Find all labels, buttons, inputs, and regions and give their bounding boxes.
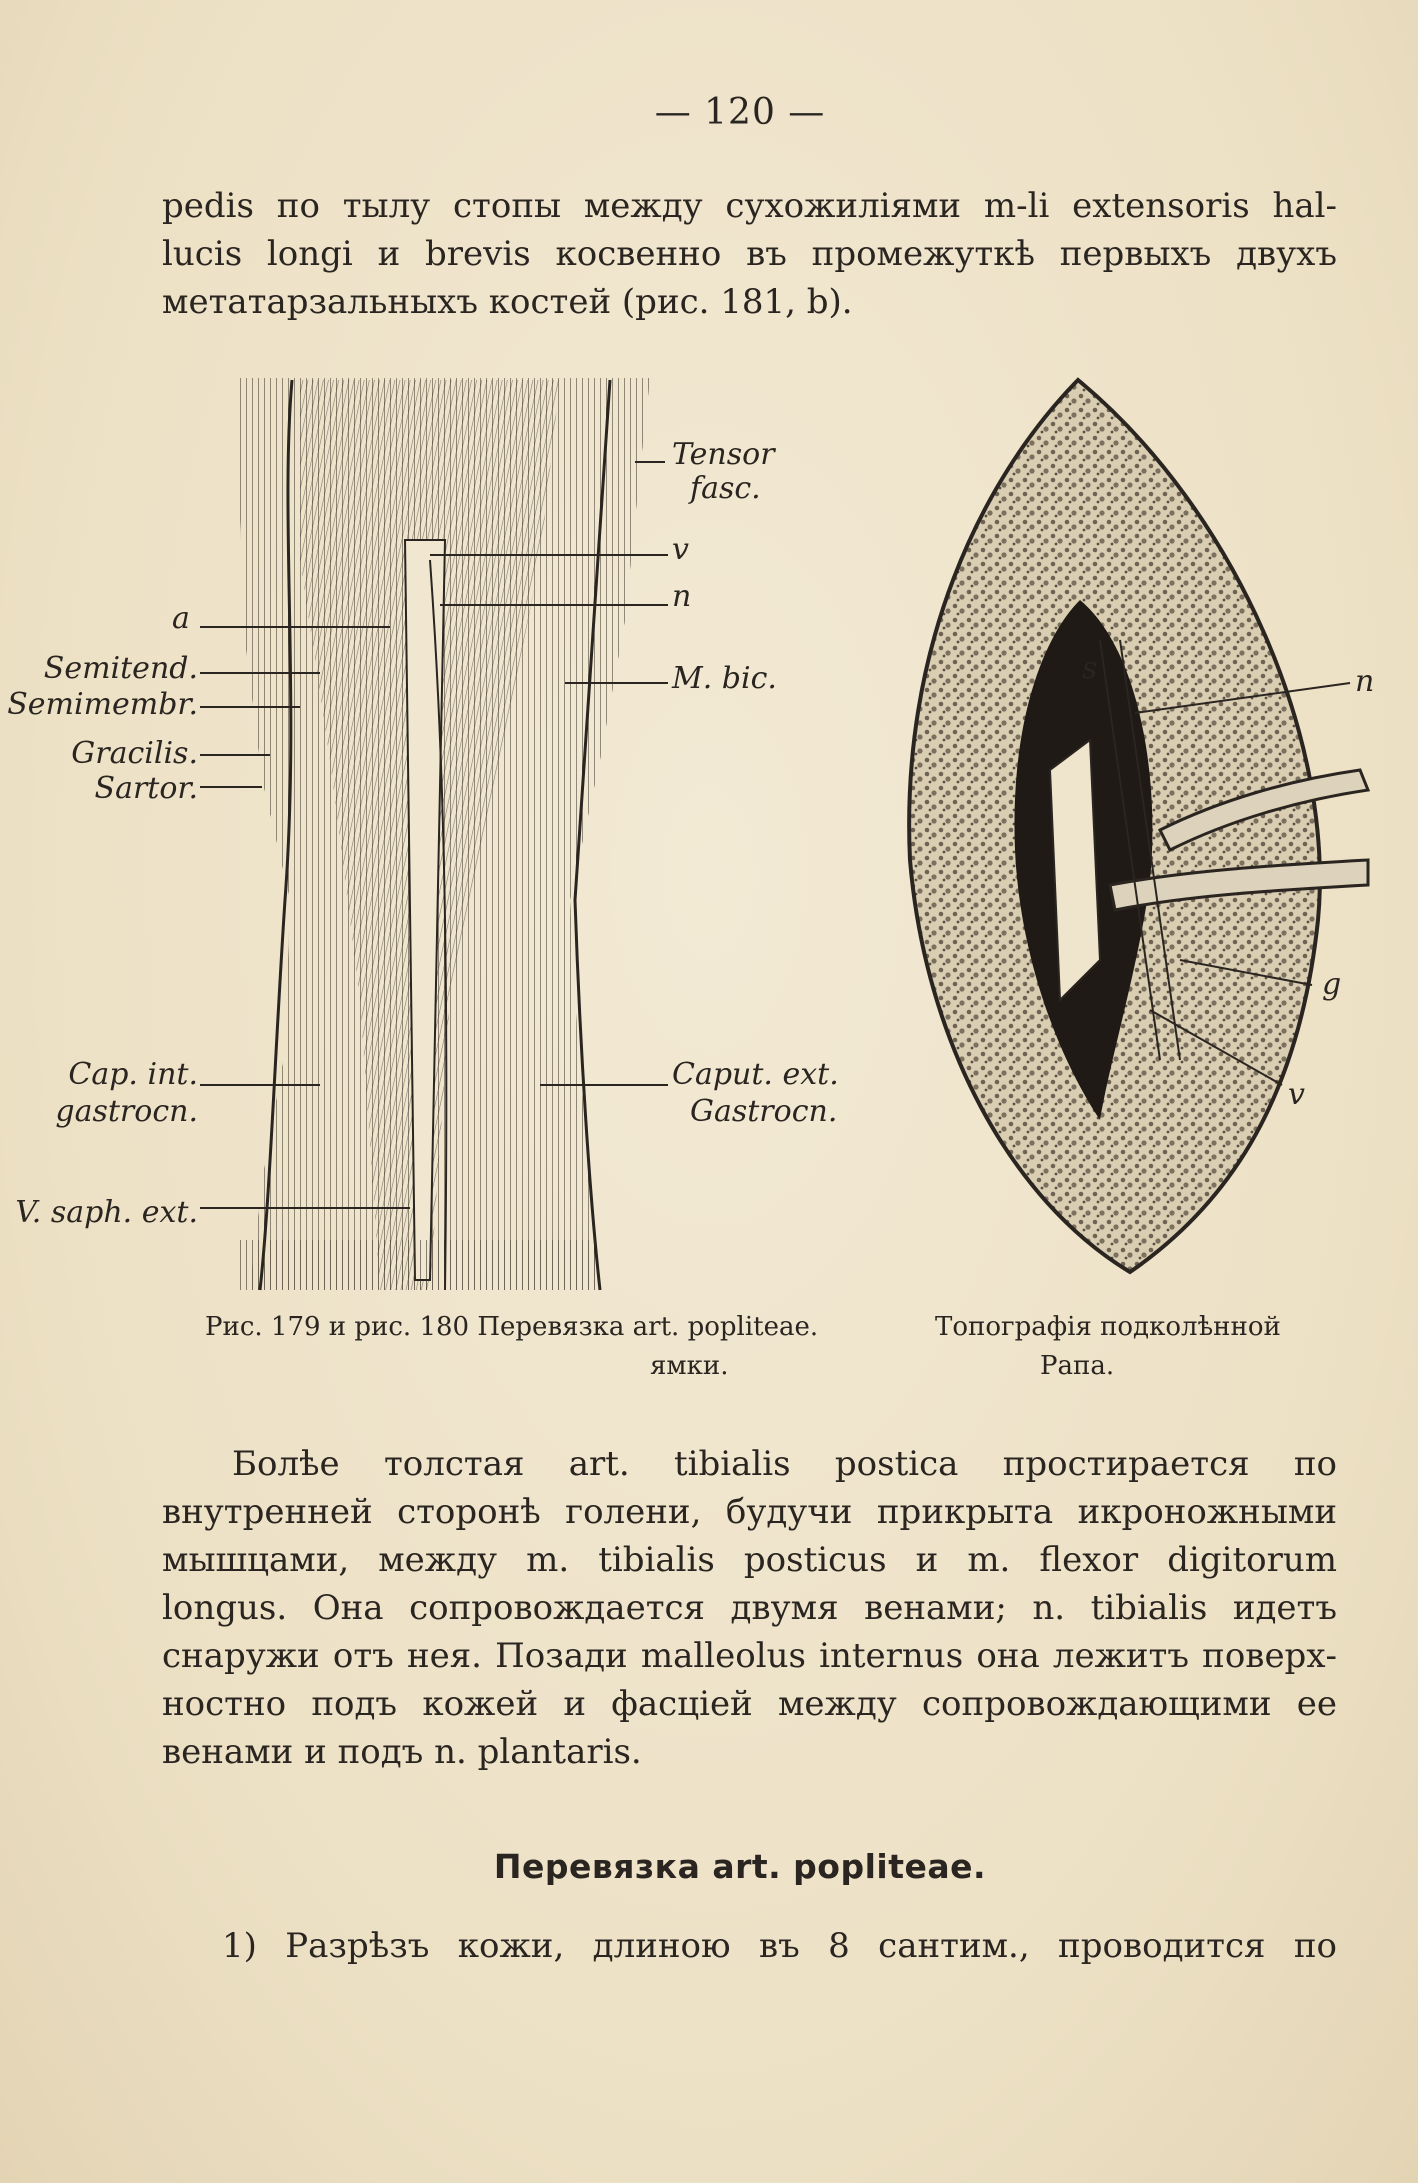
label-v: v: [672, 532, 689, 567]
label-v-saph: V. saph. ext.: [15, 1195, 198, 1230]
caption-right-line1: Топографiя подколѣнной: [935, 1312, 1281, 1342]
paragraph-last: [162, 1922, 1337, 1970]
caption-left-line1: Рис. 179 и рис. 180 Перевязка art. popliteae.: [205, 1312, 819, 1342]
text-line: lucis longi и brevis косвенно въ промежуткѣ первыхъ двухъ: [162, 234, 1337, 274]
label-a: a: [172, 601, 190, 636]
label-caput-ext: Caput. ext.: [672, 1057, 839, 1092]
label-sartor: Sartor.: [94, 771, 198, 806]
label-gracilis: Gracilis.: [71, 736, 198, 771]
label-n-right: n: [1355, 664, 1375, 699]
label-semimembr: Semimembr.: [7, 687, 198, 722]
text-line: Болѣе толстая art. tibialis postica простирается по: [232, 1444, 1337, 1484]
text-line: pedis по тылу стопы между сухожилiями m-li extensoris hal-: [162, 186, 1337, 226]
paragraph-mid: [162, 1440, 1337, 1776]
label-fasc: fasc.: [690, 471, 761, 506]
label-n: n: [672, 579, 692, 614]
label-g: g: [1322, 967, 1342, 1002]
label-v-right: v: [1288, 1077, 1305, 1112]
text-line: снаружи отъ нея. Позади malleolus internus она лежитъ поверх-: [162, 1636, 1337, 1676]
label-tensor: Tensor: [672, 437, 775, 472]
caption-left-line2: ямки.: [650, 1351, 729, 1381]
text-line: longus. Она сопровождается двумя венами; n. tibialis идетъ: [162, 1588, 1337, 1628]
text-line: метатарзальныхъ костей (рис. 181, b).: [162, 282, 853, 322]
page-number: — 120 —: [654, 92, 826, 133]
text-line: 1) Разрѣзъ кожи, длиною въ 8 сантим., проводится по: [222, 1926, 1337, 1966]
label-gastrocn-int: gastrocn.: [55, 1094, 198, 1129]
label-gastrocn-ext: Gastrocn.: [690, 1094, 838, 1129]
figure-180-drawing: [909, 380, 1368, 1272]
label-s: s: [1082, 651, 1098, 686]
label-semitend: Semitend.: [43, 651, 198, 686]
label-cap-int: Cap. int.: [68, 1057, 198, 1092]
text-line: ностно подъ кожей и фасцiей между сопровождающими ее: [162, 1684, 1337, 1724]
figure-179-drawing: [235, 378, 650, 1290]
caption-right-line2: Рапа.: [1040, 1351, 1115, 1381]
section-heading: Перевязка art. popliteae.: [493, 1847, 987, 1886]
text-line: внутренней сторонѣ голени, будучи прикрыта икроножными: [162, 1492, 1337, 1532]
label-m-bic: M. bic.: [672, 661, 777, 696]
text-line: мышцами, между m. tibialis posticus и m. flexor digitorum: [162, 1540, 1337, 1580]
text-line: венами и подъ n. plantaris.: [162, 1732, 642, 1772]
